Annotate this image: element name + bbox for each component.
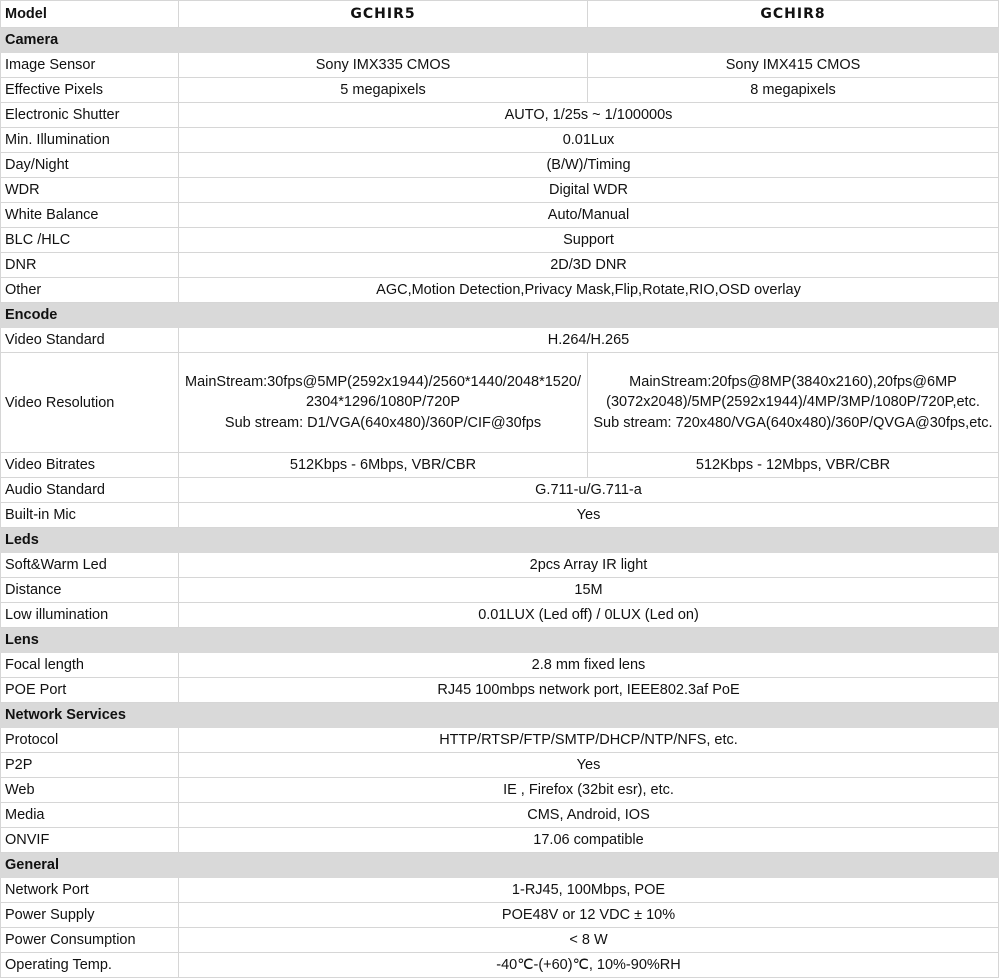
spec-label: P2P [1,753,179,778]
spec-value: AGC,Motion Detection,Privacy Mask,Flip,Rotate,RIO,OSD overlay [179,278,999,303]
section-row [1,28,999,53]
spec-value: H.264/H.265 [179,328,999,353]
spec-row [1,103,999,128]
section-row [1,528,999,553]
header-row [1,1,999,28]
spec-row [1,753,999,778]
spec-value: < 8 W [179,928,999,953]
spec-value-line: MainStream:30fps@5MP(2592x1944)/2560*1440/2048*1520/ [184,373,582,390]
spec-value-line: MainStream:20fps@8MP(3840x2160),20fps@6MP [629,373,957,390]
spec-value-gchir8: Sony IMX415 CMOS [588,53,999,78]
spec-value: G.711-u/G.711-a [179,478,999,503]
spec-row [1,453,999,478]
section-row [1,628,999,653]
spec-row [1,778,999,803]
spec-label: Low illumination [1,603,179,628]
spec-value-gchir5: 512Kbps - 6Mbps, VBR/CBR [179,453,588,478]
spec-value-gchir5: Sony IMX335 CMOS [179,53,588,78]
spec-label: Video Resolution [1,353,179,453]
spec-value: POE48V or 12 VDC ± 10% [179,903,999,928]
spec-value: (B/W)/Timing [179,153,999,178]
spec-value-gchir8: 8 megapixels [588,78,999,103]
section-title: Lens [1,628,999,653]
spec-value: 17.06 compatible [179,828,999,853]
spec-table-body [1,1,999,978]
spec-label: Video Bitrates [1,453,179,478]
spec-row [1,178,999,203]
spec-value-line: (3072x2048)/5MP(2592x1944)/4MP/3MP/1080P/720P,etc. [606,394,980,411]
spec-label: Audio Standard [1,478,179,503]
spec-row [1,203,999,228]
spec-value: -40℃-(+60)℃, 10%-90%RH [179,953,999,978]
spec-row [1,878,999,903]
spec-label: Effective Pixels [1,78,179,103]
spec-label: Min. Illumination [1,128,179,153]
spec-row [1,578,999,603]
spec-row [1,953,999,978]
model-name-gchir8: GCHIR8 [588,1,999,28]
spec-label: Electronic Shutter [1,103,179,128]
spec-label: Operating Temp. [1,953,179,978]
spec-row [1,78,999,103]
spec-row [1,678,999,703]
spec-label: Image Sensor [1,53,179,78]
spec-label: Soft&Warm Led [1,553,179,578]
spec-value-gchir8 [588,353,999,453]
spec-value: IE , Firefox (32bit esr), etc. [179,778,999,803]
spec-value: AUTO, 1/25s ~ 1/100000s [179,103,999,128]
spec-label: Media [1,803,179,828]
spec-row [1,478,999,503]
spec-row [1,553,999,578]
spec-value: Digital WDR [179,178,999,203]
section-row [1,703,999,728]
spec-value: 1-RJ45, 100Mbps, POE [179,878,999,903]
spec-label: Web [1,778,179,803]
spec-value: 2pcs Array IR light [179,553,999,578]
spec-label: Video Standard [1,328,179,353]
section-title: Network Services [1,703,999,728]
spec-row [1,53,999,78]
spec-value: RJ45 100mbps network port, IEEE802.3af PoE [179,678,999,703]
spec-row [1,353,999,453]
spec-value: HTTP/RTSP/FTP/SMTP/DHCP/NTP/NFS, etc. [179,728,999,753]
spec-value-gchir8: 512Kbps - 12Mbps, VBR/CBR [588,453,999,478]
spec-value: Auto/Manual [179,203,999,228]
spec-label: BLC /HLC [1,228,179,253]
spec-row [1,603,999,628]
spec-value: 15M [179,578,999,603]
section-title: Leds [1,528,999,553]
spec-row [1,803,999,828]
header-label: Model [1,1,179,28]
spec-row [1,328,999,353]
spec-row [1,253,999,278]
spec-row [1,653,999,678]
spec-row [1,128,999,153]
spec-label: White Balance [1,203,179,228]
spec-value: 0.01LUX (Led off) / 0LUX (Led on) [179,603,999,628]
spec-value: Yes [179,503,999,528]
spec-label: Protocol [1,728,179,753]
spec-label: POE Port [1,678,179,703]
spec-row [1,728,999,753]
spec-label: Day/Night [1,153,179,178]
spec-label: Network Port [1,878,179,903]
spec-value: 0.01Lux [179,128,999,153]
spec-value-line: 2304*1296/1080P/720P [305,394,460,411]
spec-label: Power Supply [1,903,179,928]
spec-label: Focal length [1,653,179,678]
spec-label: Built-in Mic [1,503,179,528]
spec-value: 2.8 mm fixed lens [179,653,999,678]
spec-label: Other [1,278,179,303]
spec-value-line: Sub stream: D1/VGA(640x480)/360P/CIF@30fps [224,414,542,431]
spec-label: Power Consumption [1,928,179,953]
model-name-gchir5: GCHIR5 [179,1,588,28]
spec-row [1,928,999,953]
spec-row [1,503,999,528]
spec-row [1,903,999,928]
section-row [1,303,999,328]
section-title: General [1,853,999,878]
spec-row [1,278,999,303]
section-title: Camera [1,28,999,53]
spec-row [1,228,999,253]
section-row [1,853,999,878]
spec-value: 2D/3D DNR [179,253,999,278]
section-title: Encode [1,303,999,328]
spec-row [1,153,999,178]
spec-value: Support [179,228,999,253]
spec-value: CMS, Android, IOS [179,803,999,828]
spec-value-line: Sub stream: 720x480/VGA(640x480)/360P/QVGA@30fps,etc. [593,414,993,431]
spec-row [1,828,999,853]
spec-value-gchir5: 5 megapixels [179,78,588,103]
spec-label: ONVIF [1,828,179,853]
spec-value: Yes [179,753,999,778]
spec-label: DNR [1,253,179,278]
spec-value-gchir5 [179,353,588,453]
spec-label: Distance [1,578,179,603]
spec-label: WDR [1,178,179,203]
